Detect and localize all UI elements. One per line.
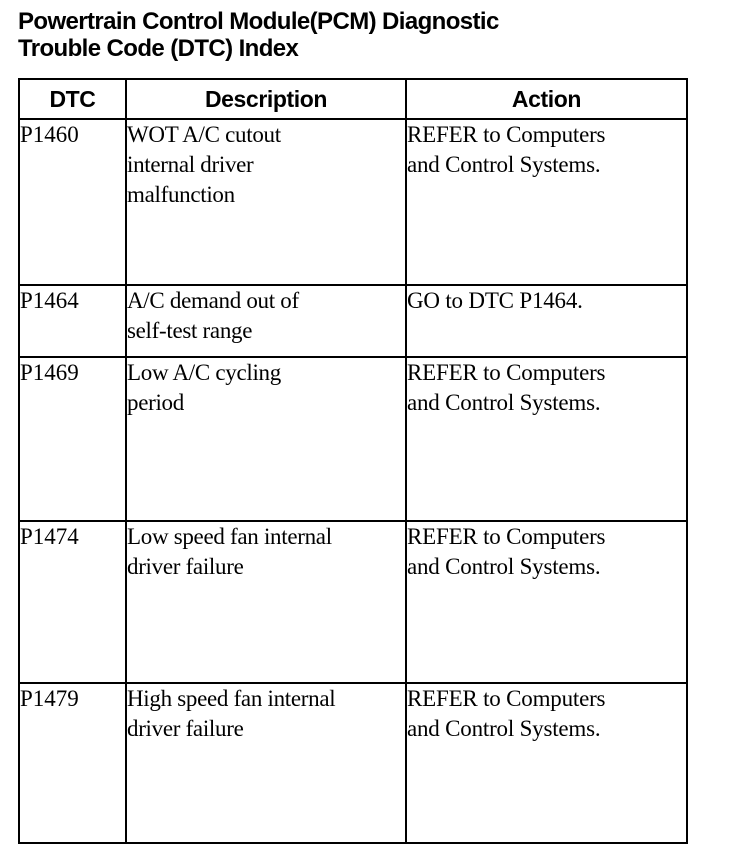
dtc-code: P1460	[19, 119, 126, 285]
dtc-code: P1479	[19, 683, 126, 843]
dtc-code: P1474	[19, 521, 126, 683]
dtc-action	[406, 285, 687, 357]
dtc-code: P1464	[19, 285, 126, 357]
action-line: REFER to Computers	[407, 686, 606, 711]
description-line: internal driver	[127, 152, 254, 177]
dtc-description	[126, 285, 406, 357]
header-description: Description	[126, 79, 406, 119]
action-line: REFER to Computers	[407, 360, 606, 385]
description-line: self-test range	[127, 318, 253, 343]
description-line: driver failure	[127, 554, 244, 579]
action-line: REFER to Computers	[407, 524, 606, 549]
action-line: REFER to Computers	[407, 122, 606, 147]
page-title	[18, 8, 718, 62]
description-line: WOT A/C cutout	[127, 122, 281, 147]
table-header	[19, 79, 687, 119]
dtc-action	[406, 119, 687, 285]
dtc-action	[406, 683, 687, 843]
header-dtc: DTC	[19, 79, 126, 119]
description-line: Low speed fan internal	[127, 524, 332, 549]
action-line: and Control Systems.	[407, 716, 601, 741]
description-line: Low A/C cycling	[127, 360, 281, 385]
dtc-index-table	[18, 78, 688, 844]
table-body	[19, 119, 687, 843]
table-row	[19, 285, 687, 357]
dtc-action	[406, 521, 687, 683]
action-line: and Control Systems.	[407, 152, 601, 177]
header-action: Action	[406, 79, 687, 119]
dtc-code: P1469	[19, 357, 126, 521]
dtc-description	[126, 119, 406, 285]
action-line: GO to DTC P1464.	[407, 288, 583, 313]
dtc-description	[126, 683, 406, 843]
dtc-description	[126, 521, 406, 683]
description-line: period	[127, 390, 184, 415]
table-row	[19, 683, 687, 843]
dtc-description	[126, 357, 406, 521]
description-line: A/C demand out of	[127, 288, 299, 313]
dtc-action	[406, 357, 687, 521]
header-row	[19, 79, 687, 119]
title-line-2: Trouble Code (DTC) Index	[18, 35, 299, 62]
title-line-1: Powertrain Control Module(PCM) Diagnostic	[18, 8, 499, 35]
action-line: and Control Systems.	[407, 390, 601, 415]
table-row	[19, 357, 687, 521]
action-line: and Control Systems.	[407, 554, 601, 579]
table-row	[19, 119, 687, 285]
table-row	[19, 521, 687, 683]
description-line: malfunction	[127, 182, 235, 207]
description-line: driver failure	[127, 716, 244, 741]
description-line: High speed fan internal	[127, 686, 336, 711]
